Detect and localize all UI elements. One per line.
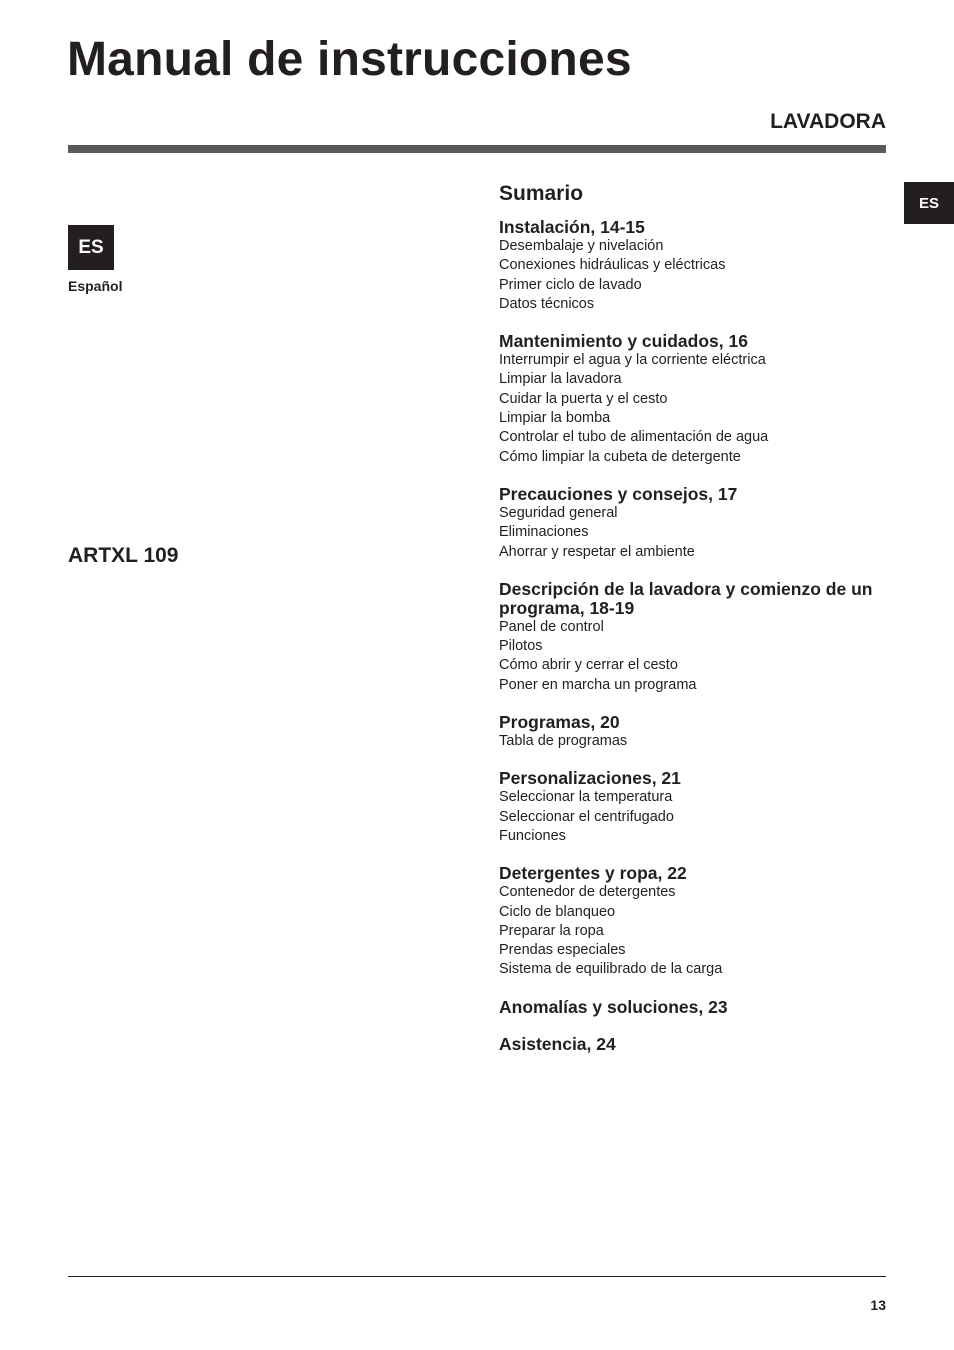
toc-item-list xyxy=(499,732,889,751)
toc-item-list xyxy=(499,883,889,979)
toc-item[interactable]: Cuidar la puerta y el cesto xyxy=(499,390,668,407)
toc-item[interactable]: Datos técnicos xyxy=(499,295,595,312)
toc-item[interactable]: Contenedor de detergentes xyxy=(499,884,676,901)
toc-item-list xyxy=(499,351,889,467)
toc-item[interactable]: Desembalaje y nivelación xyxy=(499,238,664,254)
toc-item[interactable]: Limpiar la lavadora xyxy=(499,371,622,388)
toc-item[interactable]: Tabla de programas xyxy=(499,733,628,750)
toc-item-list xyxy=(499,788,889,846)
footer-divider xyxy=(68,1276,886,1277)
toc-item[interactable]: Ciclo de blanqueo xyxy=(499,903,616,920)
toc-item[interactable]: Ahorrar y respetar el ambiente xyxy=(499,543,695,560)
toc-section-title[interactable]: Mantenimiento y cuidados, 16 xyxy=(499,331,748,352)
toc-section xyxy=(499,713,889,751)
toc-item[interactable]: Cómo limpiar la cubeta de detergente xyxy=(499,448,741,465)
toc-section xyxy=(499,485,889,562)
toc-item[interactable]: Limpiar la bomba xyxy=(499,410,611,427)
page-title: Manual de instrucciones xyxy=(67,33,632,86)
toc-section-title[interactable]: Instalación, 14-15 xyxy=(499,217,645,237)
toc-item[interactable]: Prendas especiales xyxy=(499,942,626,959)
toc-item-list xyxy=(499,237,889,314)
toc-section-title[interactable]: Detergentes y ropa, 22 xyxy=(499,863,687,884)
table-of-contents xyxy=(499,180,889,1072)
header-divider xyxy=(68,145,886,153)
toc-section-title[interactable]: Descripción de la lavadora y comienzo de un programa, 18-19 xyxy=(499,578,873,618)
toc-section-title[interactable]: Programas, 20 xyxy=(499,712,620,733)
toc-item[interactable]: Sistema de equilibrado de la carga xyxy=(499,961,723,978)
toc-section-title[interactable]: Personalizaciones, 21 xyxy=(499,768,681,789)
toc-item[interactable]: Poner en marcha un programa xyxy=(499,676,697,693)
toc-item[interactable]: Primer ciclo de lavado xyxy=(499,276,642,293)
toc-section-title[interactable]: Precauciones y consejos, 17 xyxy=(499,483,738,504)
toc-item[interactable]: Conexiones hidráulicas y eléctricas xyxy=(499,257,726,274)
toc-item[interactable]: Cómo abrir y cerrar el cesto xyxy=(499,657,678,674)
toc-item-list xyxy=(499,618,889,695)
toc-section xyxy=(499,580,889,695)
toc-section xyxy=(499,998,889,1017)
toc-item[interactable]: Preparar la ropa xyxy=(499,922,604,939)
toc-item[interactable]: Seguridad general xyxy=(499,504,618,521)
toc-section xyxy=(499,332,889,467)
toc-item[interactable]: Controlar el tubo de alimentación de agua xyxy=(499,429,769,446)
toc-item-list xyxy=(499,504,889,562)
language-code-badge: ES xyxy=(68,225,114,270)
toc-section xyxy=(499,769,889,846)
language-name: Español xyxy=(68,278,123,294)
toc-item[interactable]: Eliminaciones xyxy=(499,524,589,541)
toc-section xyxy=(499,864,889,979)
document-subtitle: LAVADORA xyxy=(770,110,886,133)
model-number: ARTXL 109 xyxy=(68,544,179,567)
toc-item[interactable]: Interrumpir el agua y la corriente eléctrica xyxy=(499,352,766,369)
toc-item[interactable]: Seleccionar la temperatura xyxy=(499,789,673,806)
toc-item[interactable]: Seleccionar el centrifugado xyxy=(499,808,674,825)
page-number: 13 xyxy=(870,1297,886,1313)
toc-section xyxy=(499,1035,889,1054)
toc-heading: Sumario xyxy=(499,182,584,205)
toc-item[interactable]: Panel de control xyxy=(499,618,604,635)
language-side-tab: ES xyxy=(904,182,954,224)
toc-section xyxy=(499,218,889,314)
toc-item[interactable]: Funciones xyxy=(499,827,566,844)
toc-sections xyxy=(499,218,889,1054)
toc-section-title[interactable]: Asistencia, 24 xyxy=(499,1033,616,1054)
toc-item[interactable]: Pilotos xyxy=(499,638,543,655)
toc-section-title[interactable]: Anomalías y soluciones, 23 xyxy=(499,996,728,1017)
